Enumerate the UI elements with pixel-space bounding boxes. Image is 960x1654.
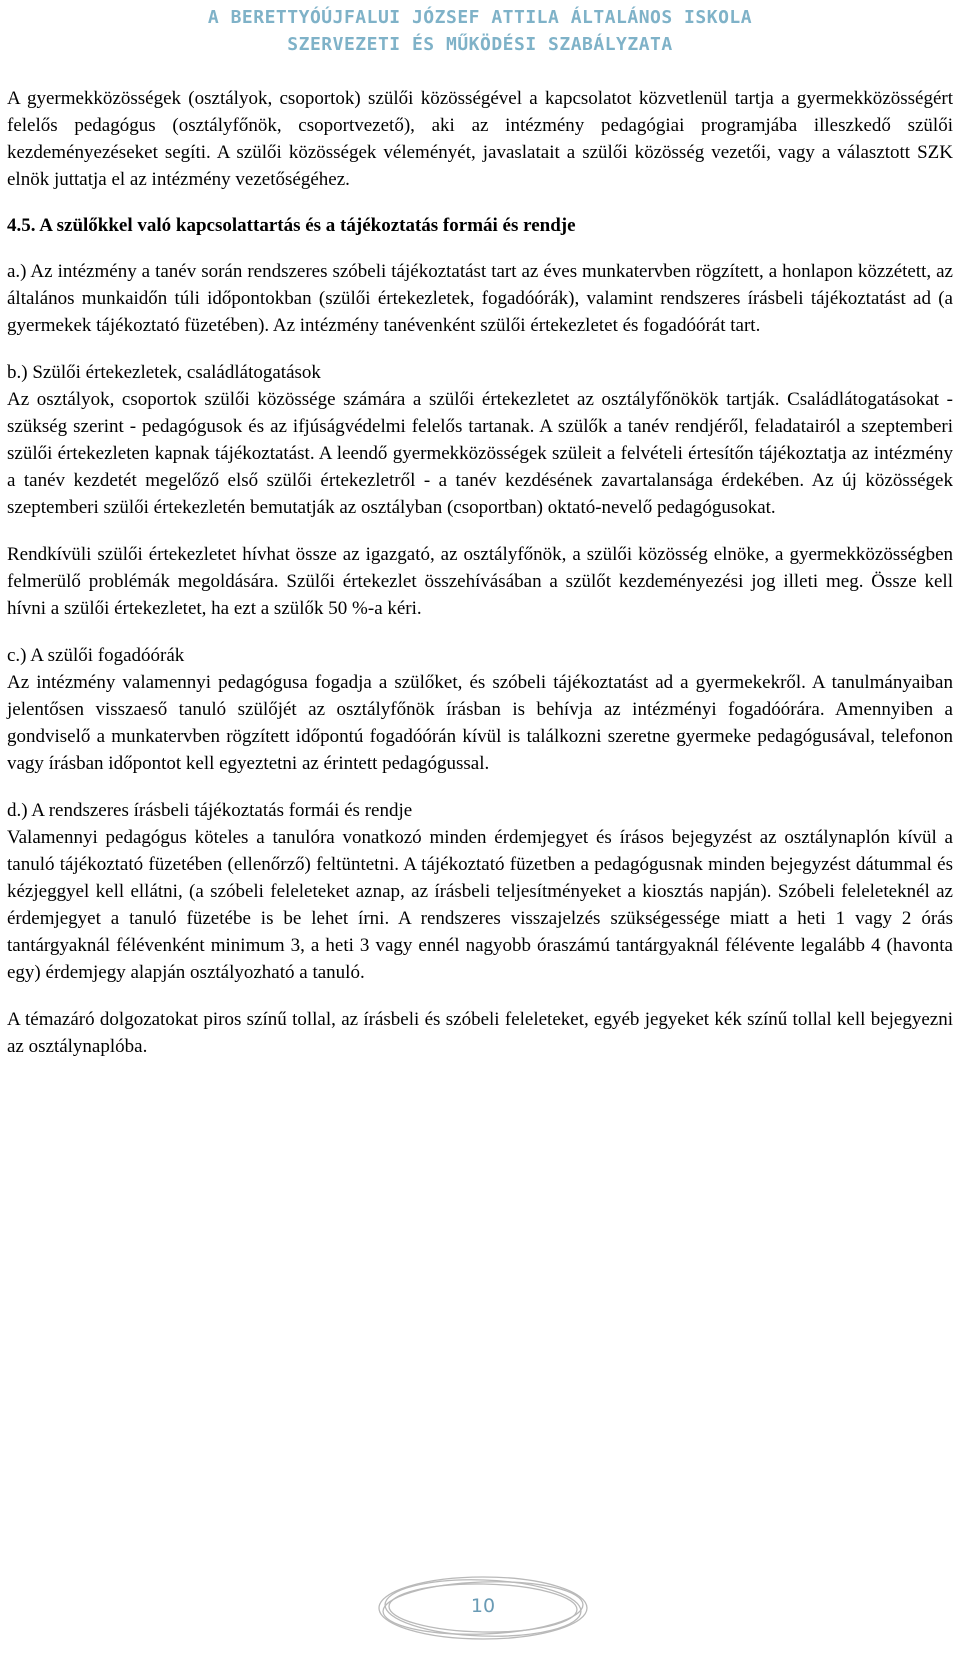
header-school-name: A BERETTYÓÚJFALUI JÓZSEF ATTILA ÁLTALÁNOS ISKOLA <box>207 7 753 28</box>
paragraph-extraordinary-meeting: Rendkívüli szülői értekezletet hívhat össze az igazgató, az osztályfőnök, a szülői közösség elnöke, a gyermekközösségben felmerülő problémák megoldására. Szülői értekezlet összehívásában a szülőt kezdeményezési jog illeti meg. Össze kell hívni a szülői értekezletet, ha ezt a szülők 50 %-a kéri. <box>7 544 953 619</box>
document-body <box>7 85 953 1060</box>
paragraph-c: Az intézmény valamennyi pedagógusa fogadja a szülőket, és szóbeli tájékoztatást ad a gyermekekről. A tanulmányaiban jelentősen visszaeső tanuló szülőjét az osztályfőnök írásban is behívja az intézményi fogadóórára. Amennyiben a gondviselő a munkatervben rögzített időpontú fogadóórán kívül is találkozni szeretne gyermeke pedagógusával, telefonon vagy írásban időpontot kell egyeztetni az érintett pedagógussal. <box>7 672 953 774</box>
page-number: 10 <box>470 1595 496 1617</box>
paragraph-c-title: c.) A szülői fogadóórák <box>7 645 185 666</box>
intro-paragraph: A gyermekközösségek (osztályok, csoportok) szülői közösségével a kapcsolatot közvetlenül tartja a gyermekközösségért felelős pedagógus (osztályfőnök, csoportvezető), aki az intézmény pedagógiai programjába illeszkedő szülői kezdeményezéseket segíti. A szülői közösségek véleményét, javaslatait a szülői közösség vezetői, vagy a választott SZK elnök juttatja el az intézmény vezetőségéhez. <box>7 88 953 190</box>
paragraph-b-title: b.) Szülői értekezletek, családlátogatások <box>7 362 321 383</box>
paragraph-d-title: d.) A rendszeres írásbeli tájékoztatás formái és rendje <box>7 800 413 821</box>
page-header <box>0 4 960 58</box>
paragraph-d: Valamennyi pedagógus köteles a tanulóra vonatkozó minden érdemjegyet és írásos bejegyzést az osztálynaplón kívül a tanuló tájékoztató füzetében (ellenőrző) feltüntetni. A tájékoztató füzetben a pedagógusnak minden bejegyzést dátummal és kézjeggyel kell ellátni, (a szóbeli feleleteket aznap, az írásbeli teljesítményeket a kiosztás napján). Szóbeli feleleteknél az érdemjegyet a tanuló füzetébe is be lehet írni. A rendszeres visszajelzés szükségessége miatt a heti 1 vagy 2 órás tantárgyaknál félévenként minimum 3, a heti 3 vagy ennél nagyobb óraszámú tantárgyaknál félévente legalább 4 (havonta egy) érdemjegy alapján osztályozható a tanuló. <box>7 827 953 983</box>
section-heading: 4.5. A szülőkkel való kapcsolattartás és a tájékoztatás formái és rendje <box>7 215 576 236</box>
page-footer <box>375 1573 591 1643</box>
paragraph-b: Az osztályok, csoportok szülői közössége számára a szülői értekezletet az osztályfőnökök tartják. Családlátogatásokat - szükség szerint - pedagógusok és az ifjúságvédelmi felelős tartanak. A szülők a tanév rendjéről, feladatairól a szeptemberi szülői értekezleten kapnak tájékoztatást. A leendő gyermekközösségek szüleit a felvételi értesítőn tájékoztatja az intézmény a tanév kezdetét megelőző első szülői értekezletről - a tanév kezdésének zavartalansága érdekében. Az új közösségek szeptemberi szülői értekezletén bemutatják az osztályban (csoportban) oktató-nevelő pedagógusokat. <box>7 389 953 518</box>
header-document-title: SZERVEZETI ÉS MŰKÖDÉSI SZABÁLYZATA <box>287 34 673 55</box>
paragraph-a: a.) Az intézmény a tanév során rendszeres szóbeli tájékoztatást tart az éves munkatervben rögzített, a honlapon közzétett, az általános munkaidőn túli időpontokban (szülői értekezletek, fogadóórák), valamint rendszeres írásbeli tájékoztatást ad (a gyermekek tájékoztató füzetében). Az intézmény tanévenként szülői értekezletet és fogadóórát tart. <box>7 261 953 336</box>
closing-paragraph: A témazáró dolgozatokat piros színű tollal, az írásbeli és szóbeli feleleteket, egyéb jegyeket kék színű tollal kell bejegyezni az osztálynaplóba. <box>7 1009 953 1057</box>
